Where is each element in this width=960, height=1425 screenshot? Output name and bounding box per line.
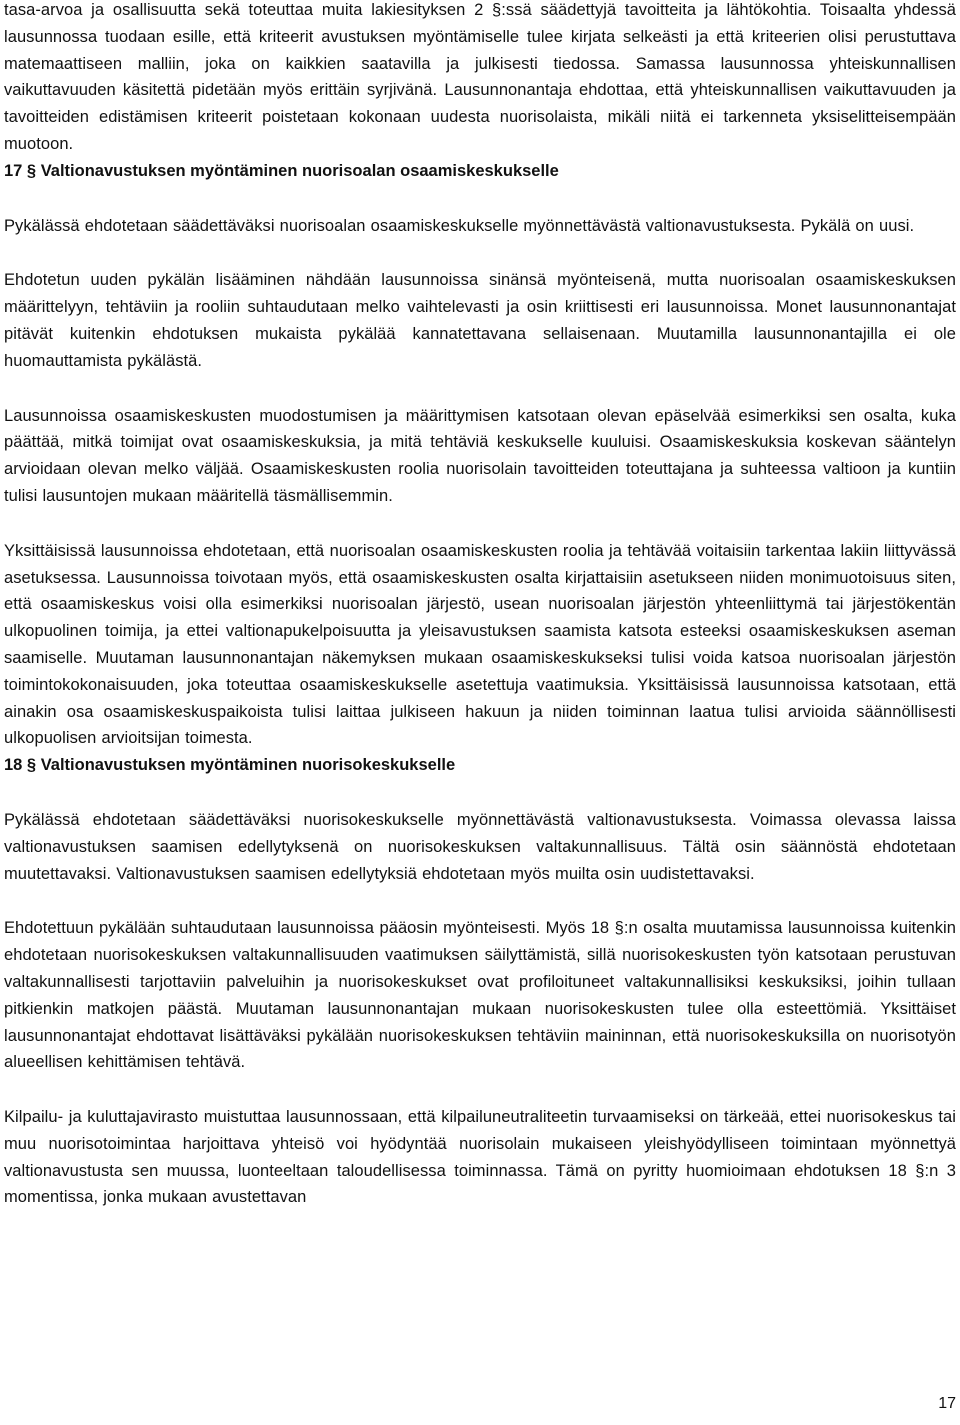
paragraph: Pykälässä ehdotetaan säädettäväksi nuorisoalan osaamiskeskukselle myönnettävästä valtionavustuksesta. Pykälä on uusi. [4,216,915,235]
paragraph: Lausunnoissa osaamiskeskusten muodostumisen ja määrittymisen katsotaan olevan epäselvää esimerkiksi sen osalta, kuka päättää, mitkä toimijat ovat osaamiskeskuksia, ja mitä tehtäviä keskukselle kuuluisi. Osaamiskeskuksia koskevan sääntelyn arvioidaan olevan melko väljää. Osaamiskeskusten roolia nuorisolain tavoitteiden toteuttajana ja suhteessa valtioon ja kuntiin tulisi lausuntojen mukaan määritellä täsmällisemmin. [4,406,956,505]
paragraph: Ehdotetun uuden pykälän lisääminen nähdään lausunnoissa sinänsä myönteisenä, mutta nuorisoalan osaamiskeskuksen määrittelyyn, tehtäviin ja rooliin suhtaudutaan melko vaihtelevasti ja osin kriittisesti eri lausunnoissa. Monet lausunnonantajat pitävät kuitenkin ehdotuksen mukaista pykälää kannatettavana sellaisenaan. Muutamilla lausunnonantajilla ei ole huomauttamista pykälästä. [4,271,956,370]
paragraph: Yksittäisissä lausunnoissa ehdotetaan, että nuorisoalan osaamiskeskusten roolia ja tehtävää voitaisiin tarkentaa lakiin liittyvässä asetuksessa. Lausunnoissa toivotaan myös, että osaamiskeskusten osalta kirjattaisiin asetukseen niiden monimuotoisuus siten, että osaamiskeskus voisi olla esimerkiksi nuorisoalan järjestö, usean nuorisoalan järjestön yhteenliittymä tai järjestökentän ulkopuolinen toimija, ja ettei valtionapukelpoisuutta ja yleisavustuksen saamista katsota esteeksi osaamiskeskuksen aseman saamiselle. Muutaman lausunnonantajan näkemyksen mukaan osaamiskeskukseksi tulisi voida katsoa nuorisoalan järjestön toimintokokonaisuuden, joka toteuttaa osaamiskeskukselle asetettuja vaatimuksia. Yksittäisissä lausunnoissa katsotaan, että ainakin osa osaamiskeskuspaikoista tulisi laittaa julkiseen hakuun ja niiden toiminnan laatua tulisi arvioida säännöllisesti ulkopuolisen arvioitsijan toimesta. [4,541,956,748]
paragraph: Pykälässä ehdotetaan säädettäväksi nuorisokeskukselle myönnettävästä valtionavustuksesta. Voimassa olevassa laissa valtionavustuksen saamisen edellytyksenä on nuorisokeskuksen valtakunnallisuus. Tältä osin säännöstä ehdotetaan muutettavaksi. Valtionavustuksen saamisen edellytyksiä ehdotetaan myös muilta osin uudistettavaksi. [4,810,956,883]
page-number: 17 [938,1395,956,1412]
section-heading-17: 17 § Valtionavustuksen myöntäminen nuorisoalan osaamiskeskukselle [4,161,559,180]
paragraph: Ehdotettuun pykälään suhtaudutaan lausunnoissa pääosin myönteisesti. Myös 18 §:n osalta muutamissa lausunnoissa kuitenkin ehdotetaan nuorisokeskuksen valtakunnallisuuden vaatimuksen säilyttämistä, sillä nuorisokeskusten työn katsotaan perustuvan valtakunnallisesti tarjottaviin palveluihin ja nuorisokeskukset ovat profiloituneet valtakunnallisiksi keskuksiksi, joihin tullaan pitkienkin matkojen päästä. Muutaman lausunnonantajan mukaan nuorisokeskusten tulee olla esteettömiä. Yksittäiset lausunnonantajat ehdottavat lisättäväksi pykälään nuorisokeskuksen tehtäviin maininnan, että nuorisokeskuksilla on nuorisotyön alueellisen kehittämisen tehtävä. [4,919,956,1072]
paragraph-continued: tasa-arvoa ja osallisuutta sekä toteuttaa muita lakiesityksen 2 §:ssä säädettyjä tavoitteita ja lähtökohtia. Toisaalta yhdessä lausunnossa tuodaan esille, että kriteerit avustuksen myöntämiselle tulee kirjata selkeästi ja että kriteerien olisi perustuttava matemaattiseen malliin, joka on kaikkien saatavilla ja julkisesti tiedossa. Samassa lausunnossa yhteiskunnallisen vaikuttavuuden käsitettä pidetään myös erittäin syrjivänä. Lausunnonantaja ehdottaa, että yhteiskunnallisen vaikuttavuuden ja tavoitteiden edistämisen kriteerit poistetaan kokonaan uudesta nuorisolaista, mikäli niitä ei tarkenneta yksiselitteisempään muotoon. [4,1,956,153]
section-heading-18: 18 § Valtionavustuksen myöntäminen nuorisokeskukselle [4,756,456,775]
paragraph: Kilpailu- ja kuluttajavirasto muistuttaa lausunnossaan, että kilpailuneutraliteetin turvaamiseksi on tärkeää, ettei nuorisokeskus tai muu nuorisotoimintaa harjoittava yhteisö voi hyödyntää nuorisolain mukaiseen yleishyödylliseen toimintaan myönnettyä valtionavustusta sen muussa, luonteeltaan taloudellisessa toiminnassa. Tämä on pyritty huomioimaan ehdotuksen 18 §:n 3 momentissa, jonka mukaan avustettavan [4,1108,956,1207]
